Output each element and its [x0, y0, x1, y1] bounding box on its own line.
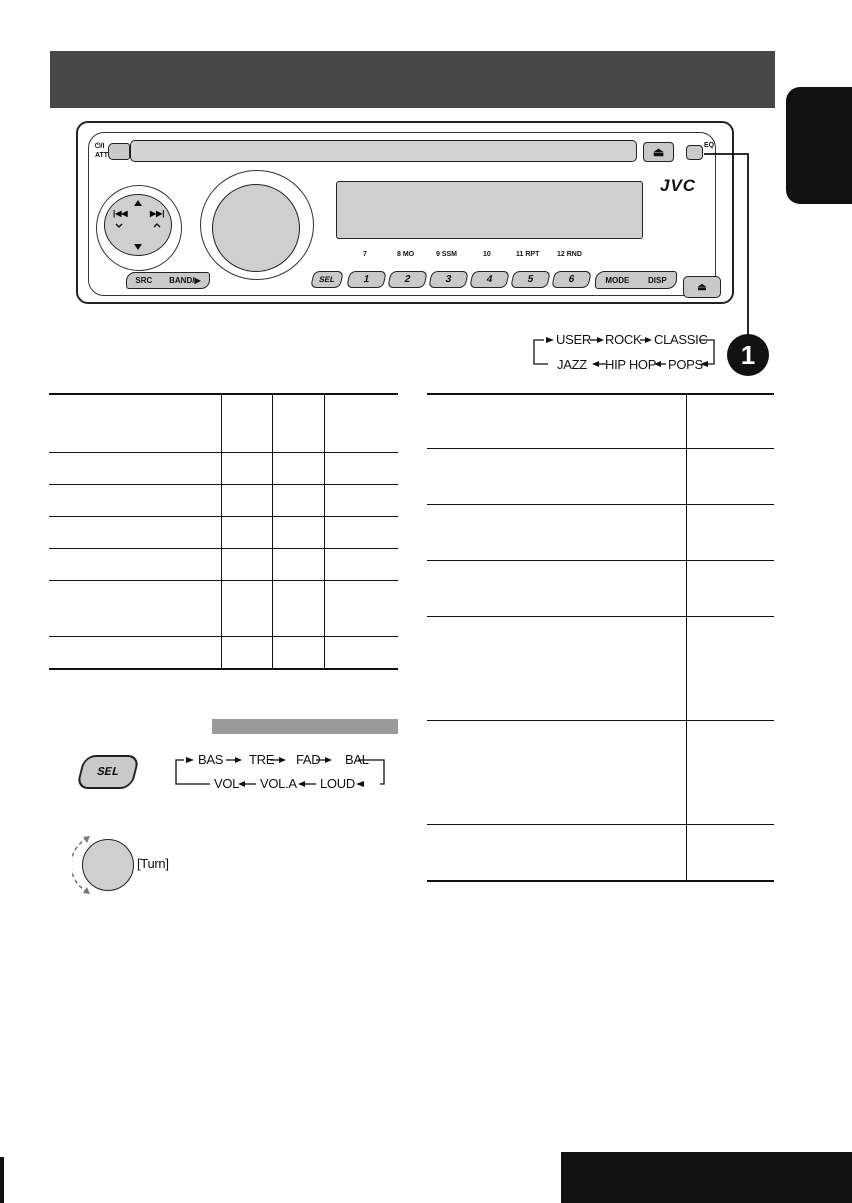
eq-callout-line — [700, 150, 760, 340]
left-table-col-divider — [272, 393, 273, 668]
preset-button-3[interactable]: 3 — [428, 271, 469, 288]
right-table-rule — [427, 720, 774, 721]
control-pad[interactable] — [104, 194, 172, 256]
brand-logo: JVC — [660, 176, 697, 195]
sel-button-illustration: SEL — [76, 755, 140, 789]
right-table-rule — [427, 616, 774, 617]
preset-label-8: 8 MO — [397, 251, 415, 258]
eq-classic: CLASSIC — [654, 332, 708, 347]
power-label: ⏻/I — [95, 143, 105, 150]
preset-button-2[interactable]: 2 — [387, 271, 428, 288]
left-table-rule — [49, 580, 398, 581]
eq-rock: ROCK — [605, 332, 642, 347]
power-att-label — [95, 142, 108, 160]
eq-user: USER — [556, 332, 591, 347]
svg-text:▶▶|: ▶▶| — [150, 209, 165, 218]
sound-vol-a: VOL.A — [260, 776, 297, 791]
right-table-top-rule — [427, 393, 774, 395]
sound-fad: FAD — [296, 752, 321, 767]
left-table-rule — [49, 548, 398, 549]
callout-number-1: 1 — [727, 334, 769, 376]
band-label: BAND/▶ — [169, 276, 201, 285]
preset-label-7: 7 — [363, 251, 367, 258]
preset-button-6[interactable]: 6 — [551, 271, 592, 288]
left-table-rule — [49, 636, 398, 637]
src-band-button[interactable] — [126, 272, 210, 289]
left-table-top-rule — [49, 393, 398, 395]
header-bar — [50, 51, 775, 108]
eq-pops: POPS — [668, 357, 703, 372]
footer-bar — [561, 1152, 852, 1203]
sound-vol: VOL — [214, 776, 240, 791]
left-table-rule — [49, 452, 398, 453]
detach-icon: ⏏ — [697, 281, 707, 293]
left-table-rule — [49, 516, 398, 517]
section-gray-bar — [212, 719, 398, 734]
power-att-button[interactable] — [108, 143, 130, 160]
right-table-rule — [427, 448, 774, 449]
eq-label: EQ — [704, 142, 715, 149]
left-table-col-divider — [221, 393, 222, 668]
control-knob-illustration — [82, 839, 134, 891]
eject-icon: ⏏ — [652, 145, 665, 159]
right-table-rule — [427, 560, 774, 561]
sound-bas: BAS — [198, 752, 224, 767]
sound-tre: TRE — [249, 752, 275, 767]
left-table-rule — [49, 484, 398, 485]
src-label: SRC — [135, 276, 153, 285]
svg-text:|◀◀: |◀◀ — [113, 209, 128, 218]
eq-hiphop: HIP HOP — [605, 357, 657, 372]
sel-button[interactable]: SEL — [310, 271, 344, 288]
mode-label: MODE — [605, 275, 630, 285]
disc-slot — [130, 140, 637, 162]
eq-jazz: JAZZ — [557, 357, 587, 372]
disp-label: DISP — [647, 275, 667, 285]
left-table-col-divider — [324, 393, 325, 668]
preset-label-11: 11 RPT — [516, 251, 540, 258]
att-label: ATT — [95, 152, 109, 159]
right-table-rule — [427, 504, 774, 505]
turn-label: [Turn] — [137, 856, 169, 871]
preset-label-12: 12 RND — [557, 251, 582, 258]
preset-button-5[interactable]: 5 — [510, 271, 551, 288]
left-table-bottom-rule — [49, 668, 398, 670]
sound-bal: BAL — [345, 752, 369, 767]
preset-button-1[interactable]: 1 — [346, 271, 387, 288]
language-tab — [786, 87, 852, 204]
display-window — [336, 181, 643, 239]
right-table-bottom-rule — [427, 880, 774, 882]
eject-button[interactable] — [643, 142, 674, 162]
page-edge-mark — [0, 1157, 4, 1203]
mode-disp-button[interactable] — [595, 271, 677, 289]
volume-knob[interactable] — [212, 184, 300, 272]
preset-label-9: 9 SSM — [436, 251, 458, 258]
sound-loud: LOUD — [320, 776, 355, 791]
preset-label-10: 10 — [483, 251, 491, 258]
control-pad-arrows-icon — [104, 194, 172, 256]
right-table-col-divider — [686, 393, 687, 880]
preset-button-4[interactable]: 4 — [469, 271, 510, 288]
right-table-rule — [427, 824, 774, 825]
